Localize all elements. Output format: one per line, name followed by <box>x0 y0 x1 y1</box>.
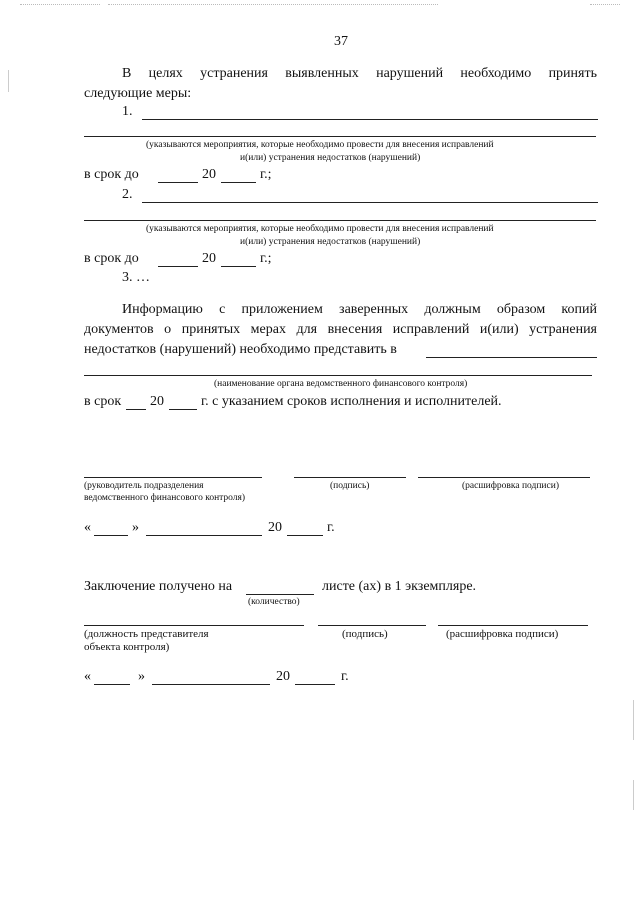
measure-2-deadline-prefix: в срок до <box>84 251 139 266</box>
measure-1-note-2: и(или) устранения недостатков (нарушений) <box>240 153 421 163</box>
measure-1-note-1: (указываются мероприятия, которые необходимо провести для внесения исправлений <box>146 140 494 150</box>
measure-1-day-blank <box>158 182 198 183</box>
sig2-position-caption-2: объекта контроля) <box>84 641 170 653</box>
sig1-decoding-line <box>418 477 590 478</box>
sig2-year-suffix: г. <box>341 669 349 684</box>
info-line-1: Информацию с приложением заверенных должным образом копий <box>122 302 597 317</box>
measure-1-year-blank <box>221 182 256 183</box>
conclusion-prefix: Заключение получено на <box>84 579 233 594</box>
info-line-2: документов о принятых мерах для внесения исправлений и(или) устранения <box>84 322 597 337</box>
sig2-year-blank <box>295 684 335 685</box>
sig1-signature-caption: (подпись) <box>330 481 370 491</box>
sig1-year-suffix: г. <box>327 520 335 535</box>
info-deadline-suffix: г. с указанием сроков исполнения и исполнителей. <box>201 394 502 409</box>
info-organ-blank-b <box>84 375 592 376</box>
sig2-decoding-caption: (расшифровка подписи) <box>446 628 559 640</box>
conclusion-count-caption: (количество) <box>248 597 300 607</box>
measure-2-blank-b <box>84 220 596 221</box>
sig2-decoding-line <box>438 625 588 626</box>
sig1-date-close-quote: » <box>132 520 139 535</box>
sig1-month-blank <box>146 535 262 536</box>
measure-1-number: 1. <box>122 104 133 119</box>
sig1-position-caption-1: (руководитель подразделения <box>84 481 204 491</box>
sig1-signature-line <box>294 477 406 478</box>
sig1-position-line <box>84 477 262 478</box>
measure-1-year-suffix: г.; <box>260 167 272 182</box>
measure-2-blank-a <box>142 202 598 203</box>
measure-2-year-blank <box>221 266 256 267</box>
measure-1-year-prefix: 20 <box>202 167 216 182</box>
info-organ-blank-a <box>426 357 597 358</box>
measure-2-year-prefix: 20 <box>202 251 216 266</box>
info-deadline-prefix: в срок <box>84 394 122 409</box>
measure-1-deadline-prefix: в срок до <box>84 167 139 182</box>
conclusion-suffix: листе (ах) в 1 экземпляре. <box>322 579 477 594</box>
sig2-signature-caption: (подпись) <box>342 628 388 640</box>
measure-2-year-suffix: г.; <box>260 251 272 266</box>
sig2-signature-line <box>318 625 426 626</box>
info-line-3: недостатков (нарушений) необходимо представить в <box>84 342 397 357</box>
conclusion-count-blank <box>246 594 314 595</box>
sig1-decoding-caption: (расшифровка подписи) <box>462 481 559 491</box>
sig1-year-prefix: 20 <box>268 520 282 535</box>
sig2-day-blank <box>94 684 130 685</box>
intro-line-1: В целях устранения выявленных нарушений необходимо принять <box>122 66 597 81</box>
measure-2-note-2: и(или) устранения недостатков (нарушений) <box>240 237 421 247</box>
sig2-position-line <box>84 625 304 626</box>
info-year-prefix: 20 <box>150 394 164 409</box>
sig2-date-open-quote: « <box>84 669 91 684</box>
sig2-date-close-quote: » <box>138 669 145 684</box>
sig1-year-blank <box>287 535 323 536</box>
sig1-date-open-quote: « <box>84 520 91 535</box>
sig2-position-caption-1: (должность представителя <box>84 628 209 640</box>
measure-2-note-1: (указываются мероприятия, которые необходимо провести для внесения исправлений <box>146 224 494 234</box>
measure-2-day-blank <box>158 266 198 267</box>
info-year-blank <box>169 409 197 410</box>
sig1-day-blank <box>94 535 128 536</box>
measure-2-number: 2. <box>122 187 133 202</box>
sig2-year-prefix: 20 <box>276 669 290 684</box>
sig1-position-caption-2: ведомственного финансового контроля) <box>84 493 246 503</box>
intro-line-2: следующие меры: <box>84 86 192 101</box>
measure-1-blank-a <box>142 119 598 120</box>
sig2-month-blank <box>152 684 270 685</box>
info-organ-caption: (наименование органа ведомственного финансового контроля) <box>214 379 468 389</box>
page-number: 37 <box>334 34 348 49</box>
item-3: 3. … <box>122 270 150 285</box>
info-day-blank <box>126 409 146 410</box>
measure-1-blank-b <box>84 136 596 137</box>
